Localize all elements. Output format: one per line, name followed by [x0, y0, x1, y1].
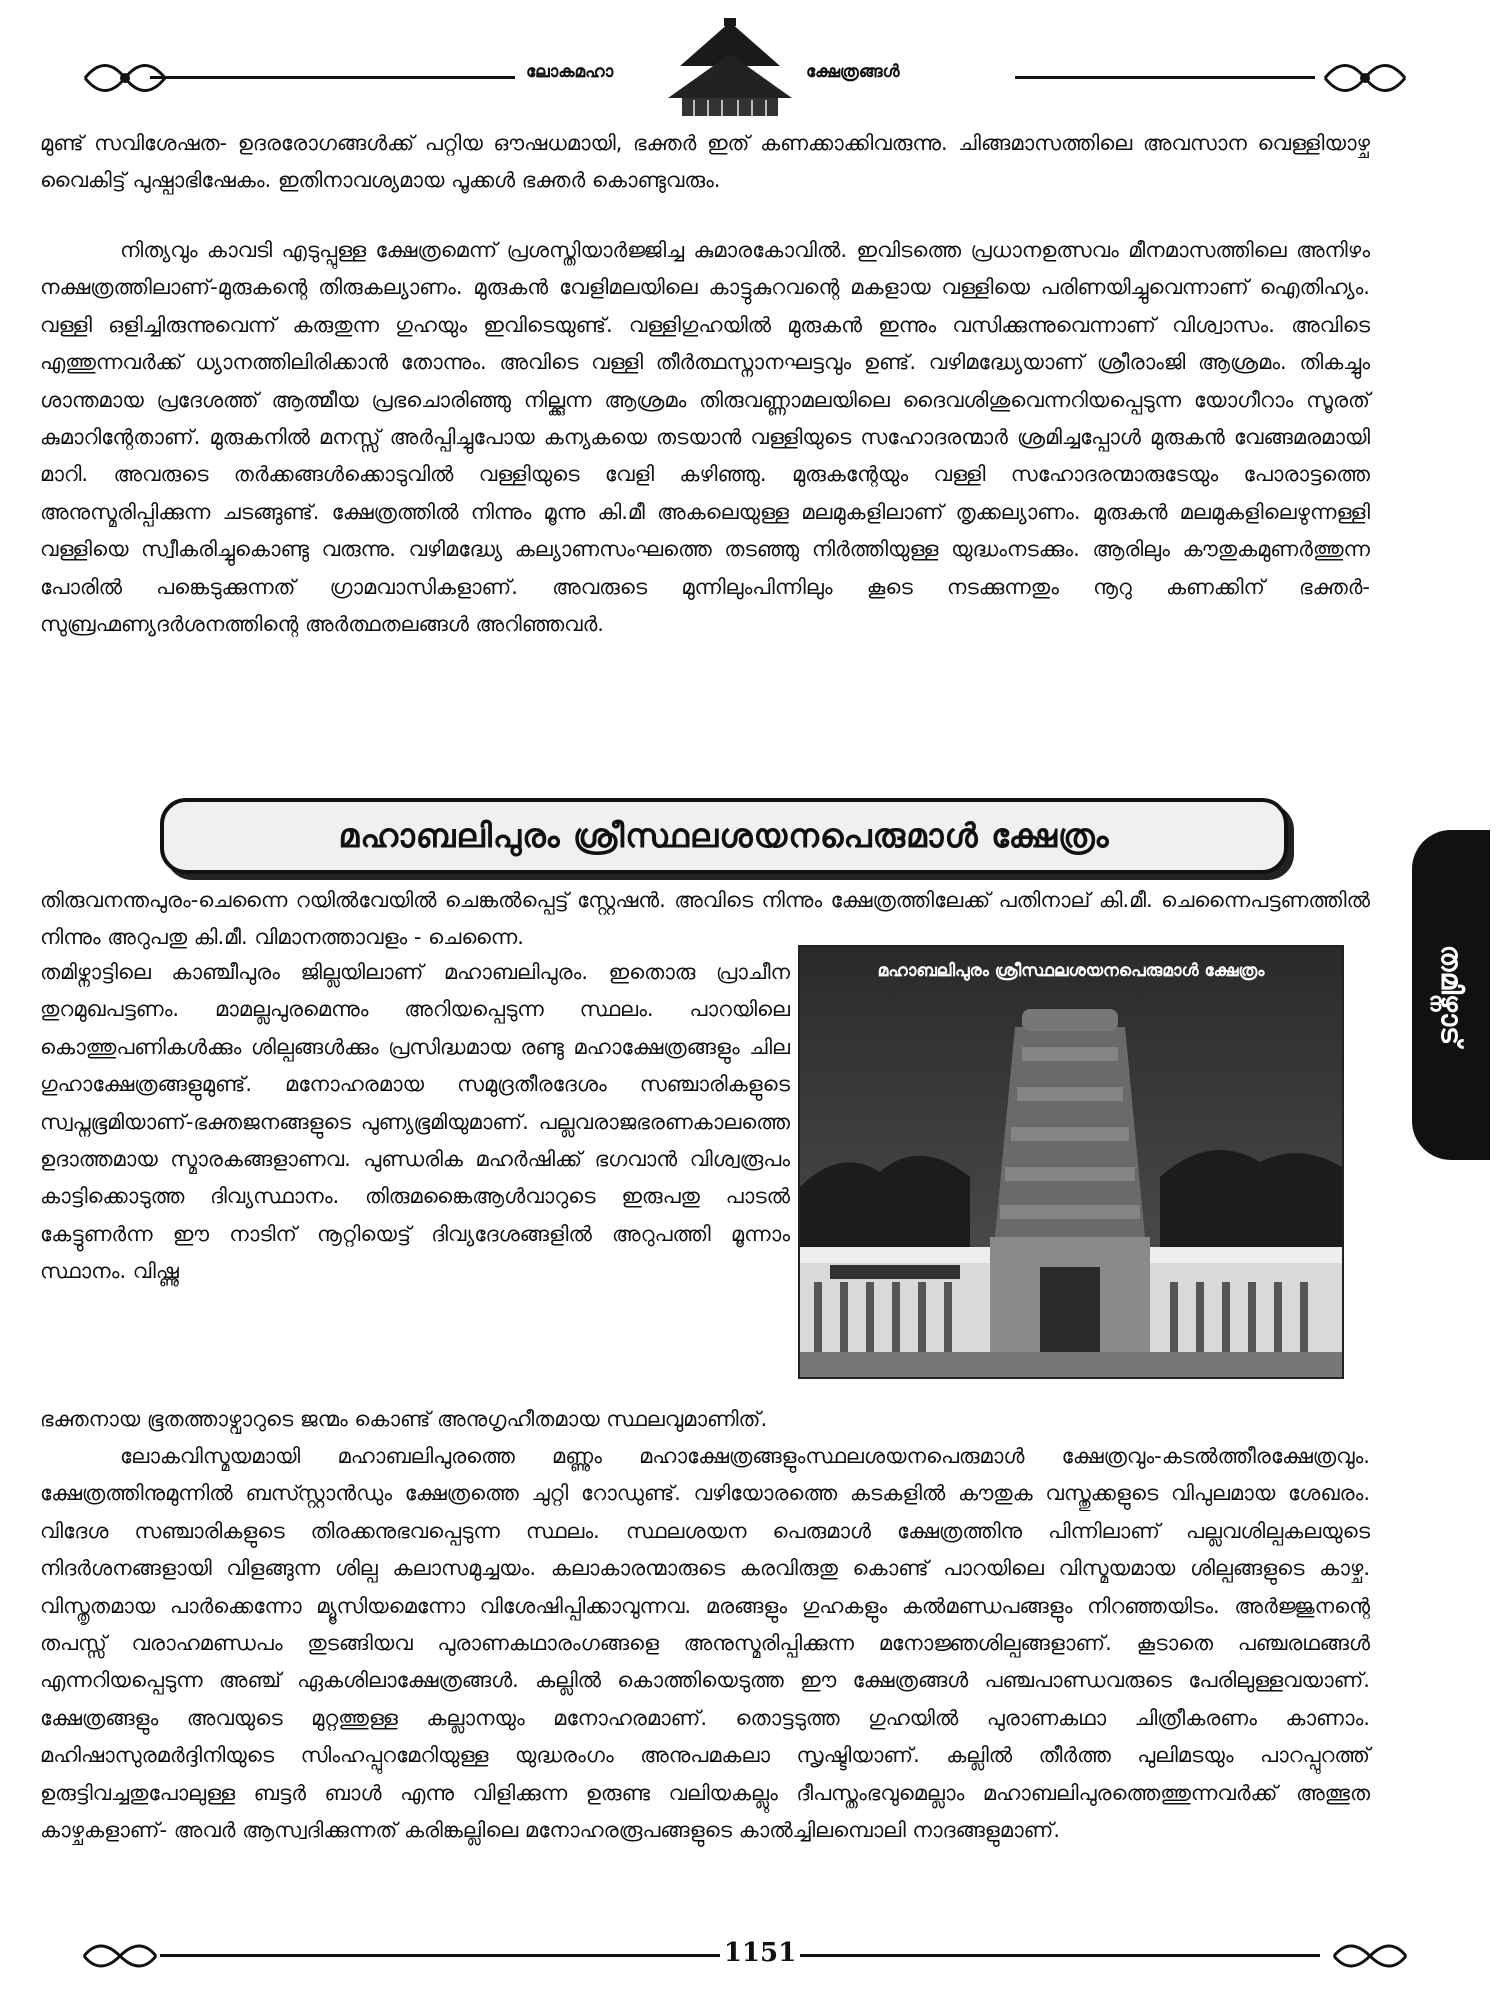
page-footer [40, 1920, 1460, 1990]
footer-rule-left [160, 1954, 720, 1957]
header-rule-right [1015, 76, 1315, 79]
header-title-left: ലോകമഹാ [520, 62, 619, 82]
temple-gopuram-photo-icon [800, 947, 1342, 1377]
footer-rule-right [800, 1954, 1320, 1957]
photo-caption: മഹാബലിപുരം ശ്രീസ്ഥലശയനപെരുമാൾ ക്ഷേത്രം [877, 961, 1265, 981]
paragraph-intro: മുണ്ട് സവിശേഷത- ഉദരരോഗങ്ങൾക്ക് പറ്റിയ ഔഷധമായി, ഭക്തർ ഇത് കണക്കാക്കിവരുന്നു. ചിങ്ങമാസത്തിലെ അവസാന വെള്ളിയാഴ്ച വൈകിട്ട് പുഷ്പാഭിഷേകം. ഇതിനാവശ്യമായ പൂക്കൾ ഭക്തർ കൊണ്ടുവരും. [40, 131, 1370, 193]
right-ornament-icon [1320, 48, 1410, 108]
paragraph-travel: തിരുവനന്തപുരം-ചെന്നൈ റയിൽവേയിൽ ചെങ്കൽപ്പെട്ട് സ്റ്റേഷൻ. അവിടെ നിന്നും ക്ഷേത്രത്തിലേക്ക് പതിനാല് കി.മീ. ചെന്നൈപട്ടണത്തിൽ നിന്നും അറുപതു കി.മീ. വിമാനത്താവളം - ചെന്നൈ. [40, 888, 1370, 950]
section-heading: മഹാബലിപുരം ശ്രീസ്ഥലശയനപെരുമാൾ ക്ഷേത്രം [160, 798, 1288, 874]
header-rule-left [150, 76, 515, 79]
footer-right-ornament-icon [1330, 1934, 1410, 1978]
paragraph-kumarakovil: നിത്യവും കാവടി എടുപ്പുള്ള ക്ഷേത്രമെന്ന് പ്രശസ്തിയാർജ്ജിച്ച കുമാരകോവിൽ. ഇവിടത്തെ പ്രധാനഉത്സവം മീനമാസത്തിലെ അനിഴം നക്ഷത്രത്തിലാണ്-മുരുകന്റെ തിരുകല്യാണം. മുരുകൻ വേളിമലയിലെ കാട്ടുകുറവന്റെ മകളായ വള്ളിയെ പരിണയിച്ചുവെന്നാണ് ഐതിഹ്യം. വള്ളി ഒളിച്ചിരുന്നുവെന്ന് കരുതുന്ന ഗുഹയും ഇവിടെയുണ്ട്. വള്ളിഗുഹയിൽ മുരുകൻ ഇന്നും വസിക്കുന്നുവെന്നാണ് വിശ്വാസം. അവിടെ എത്തുന്നവർക്ക് ധ്യാനത്തിലിരിക്കാൻ തോന്നും. അവിടെ വള്ളി തീർത്ഥസ്നാനഘട്ടവും ഉണ്ട്. വഴിമദ്ധ്യേയാണ് ശ്രീരാംജി ആശ്രമം. തികച്ചും ശാന്തമായ പ്രദേശത്ത് ആത്മീയ പ്രഭചൊരിഞ്ഞു നില്ക്കുന്ന ആശ്രമം തിരുവണ്ണാമലയിലെ ദൈവശിശുവെന്നറിയപ്പെടുന്ന യോഗീറാം സൂരത് കുമാറിന്റേതാണ്. മുരുകനിൽ മനസ്സ് അർപ്പിച്ചുപോയ കന്യകയെ തടയാൻ വള്ളിയുടെ സഹോദരന്മാർ ശ്രമിച്ചപ്പോൾ മുരുകൻ വേങ്ങമരമായി മാറി. അവരുടെ തർക്കങ്ങൾക്കൊടുവിൽ വള്ളിയുടെ വേളി കഴിഞ്ഞു. മുരുകന്റേയും വള്ളി സഹോദരന്മാരുടേയും പോരാട്ടത്തെ അനുസ്മരിപ്പിക്കുന്ന ചടങ്ങുണ്ട്. ക്ഷേത്രത്തിൽ നിന്നും മൂന്നു കി.മീ അകലെയുള്ള മലമുകളിലാണ് തൃക്കല്യാണം. മുരുകൻ മലമുകളിലെഴുന്നള്ളി വള്ളിയെ സ്വീകരിച്ചുകൊണ്ടു വരുന്നു. വഴിമദ്ധ്യേ കല്യാണസംഘത്തെ തടഞ്ഞു നിർത്തിയുള്ള യുദ്ധംനടക്കും. ആരിലും കൗതുകമുണർത്തുന്ന പോരിൽ പങ്കെടുക്കുന്നത് ഗ്രാമവാസികളാണ്. അവരുടെ മുന്നിലുംപിന്നിലും കൂടെ നടക്കുന്നതും നൂറു കണക്കിന് ഭക്തർ- സുബ്രഹ്മണ്യദർശനത്തിന്റെ അർത്ഥതലങ്ങൾ അറിഞ്ഞവർ. [40, 238, 1370, 637]
page-number: 1151 [723, 1938, 797, 1968]
footer-left-ornament-icon [80, 1934, 160, 1978]
side-tab-label: തമിഴ്നാട് [1435, 944, 1469, 1046]
state-side-tab [1412, 830, 1490, 1160]
paragraph-bhoothathazhvar: ഭക്തനായ ഭൂതത്താഴ്വാറുടെ ജന്മം കൊണ്ട് അനുഗൃഹീതമായ സ്ഥലവുമാണിത്. [40, 1407, 768, 1431]
temple-roof-icon [660, 18, 800, 118]
temple-photo [798, 945, 1344, 1379]
header-title-right: ക്ഷേത്രങ്ങൾ [800, 62, 906, 82]
paragraph-sculptures: ലോകവിസ്മയമായി മഹാബലിപുരത്തെ മണ്ണും മഹാക്ഷേത്രങ്ങളുംസ്ഥലശയനപെരുമാൾ ക്ഷേത്രവും-കടൽത്തീരക്ഷേത്രവും. ക്ഷേത്രത്തിനുമുന്നിൽ ബസ്സ്റ്റാൻഡും ക്ഷേത്രത്തെ ചുറ്റി റോഡുണ്ട്. വഴിയോരത്തെ കടകളിൽ കൗതുക വസ്തുക്കളുടെ വിപുലമായ ശേഖരം. വിദേശ സഞ്ചാരികളുടെ തിരക്കനുഭവപ്പെടുന്ന സ്ഥലം. സ്ഥലശയന പെരുമാൾ ക്ഷേത്രത്തിനു പിന്നിലാണ് പല്ലവശില്പകലയുടെ നിദർശനങ്ങളായി വിളങ്ങുന്ന ശില്പ കലാസമുച്ചയം. കലാകാരന്മാരുടെ കരവിരുതു കൊണ്ട് പാറയിലെ വിസ്മയമായ ശില്പങ്ങളുടെ കാഴ്ച. വിസ്തൃതമായ പാർക്കെന്നോ മ്യൂസിയമെന്നോ വിശേഷിപ്പിക്കാവുന്നവ. മരങ്ങളും ഗുഹകളും കൽമണ്ഡപങ്ങളും നിറഞ്ഞയിടം. അർജ്ജുനന്റെ തപസ്സ് വരാഹമണ്ഡപം തുടങ്ങിയവ പുരാണകഥാരംഗങ്ങളെ അനുസ്മരിപ്പിക്കുന്ന മനോജ്ഞശില്പങ്ങളാണ്. കൂടാതെ പഞ്ചരഥങ്ങൾ എന്നറിയപ്പെടുന്ന അഞ്ച് ഏകശിലാക്ഷേത്രങ്ങൾ. കല്ലിൽ കൊത്തിയെടുത്ത ഈ ക്ഷേത്രങ്ങൾ പഞ്ചപാണ്ഡവരുടെ പേരിലുള്ളവയാണ്. ക്ഷേത്രങ്ങളും അവയുടെ മുറ്റത്തുള്ള കല്ലാനയും മനോഹരമാണ്. തൊട്ടടുത്ത ഗുഹയിൽ പുരാണകഥാ ചിത്രീകരണം കാണാം. മഹിഷാസുരമർദ്ദിനിയുടെ സിംഹപ്പുറമേറിയുള്ള യുദ്ധരംഗം അനുപമകലാ സൃഷ്ടിയാണ്. കല്ലിൽ തീർത്ത പുലിമടയും പാറപ്പുറത്ത് ഉരുട്ടിവച്ചതുപോലുള്ള ബട്ടർ ബാൾ എന്നു വിളിക്കുന്ന ഉരുണ്ട വലിയകല്ലും ദീപസ്തംഭവുമെല്ലാം മഹാബലിപുരത്തെത്തുന്നവർക്ക് അത്ഭുത കാഴ്ചകളാണ്- അവർ ആസ്വദിക്കുന്നത് കരിങ്കല്ലിലെ മനോഹരരൂപങ്ങളുടെ കാൽച്ചിലമ്പൊലി നാദങ്ങളുമാണ്. [40, 1444, 1370, 1843]
page-header [40, 18, 1460, 118]
paragraph-mahabalipuram: തമിഴ്നാട്ടിലെ കാഞ്ചീപുരം ജില്ലയിലാണ് മഹാബലിപുരം. ഇതൊരു പ്രാചീന തുറമുഖപട്ടണം. മാമല്ലപുരമെന്നും അറിയപ്പെടുന്ന സ്ഥലം. പാറയിലെ കൊത്തുപണികൾക്കും ശില്പങ്ങൾക്കും പ്രസിദ്ധമായ രണ്ടു മഹാക്ഷേത്രങ്ങളും ചില ഗുഹാക്ഷേത്രങ്ങളുമുണ്ട്. മനോഹരമായ സമുദ്രതീരദേശം സഞ്ചാരികളുടെ സ്വപ്നഭൂമിയാണ്-ഭക്തജനങ്ങളുടെ പുണ്യഭൂമിയുമാണ്. പല്ലവരാജഭരണകാലത്തെ ഉദാത്തമായ സ്മാരകങ്ങളാണവ. പുണ്ഡരിക മഹർഷിക്ക് ഭഗവാൻ വിശ്വരൂപം കാട്ടിക്കൊടുത്ത ദിവ്യസ്ഥാനം. തിരുമങ്കൈആൾവാറുടെ ഇരുപതു പാടൽ കേട്ടുണർന്ന ഈ നാടിന് നൂറ്റിയെട്ട് ദിവ്യദേശങ്ങളിൽ അറുപത്തി മൂന്നാം സ്ഥാനം. വിഷ്ണു [40, 960, 790, 1284]
